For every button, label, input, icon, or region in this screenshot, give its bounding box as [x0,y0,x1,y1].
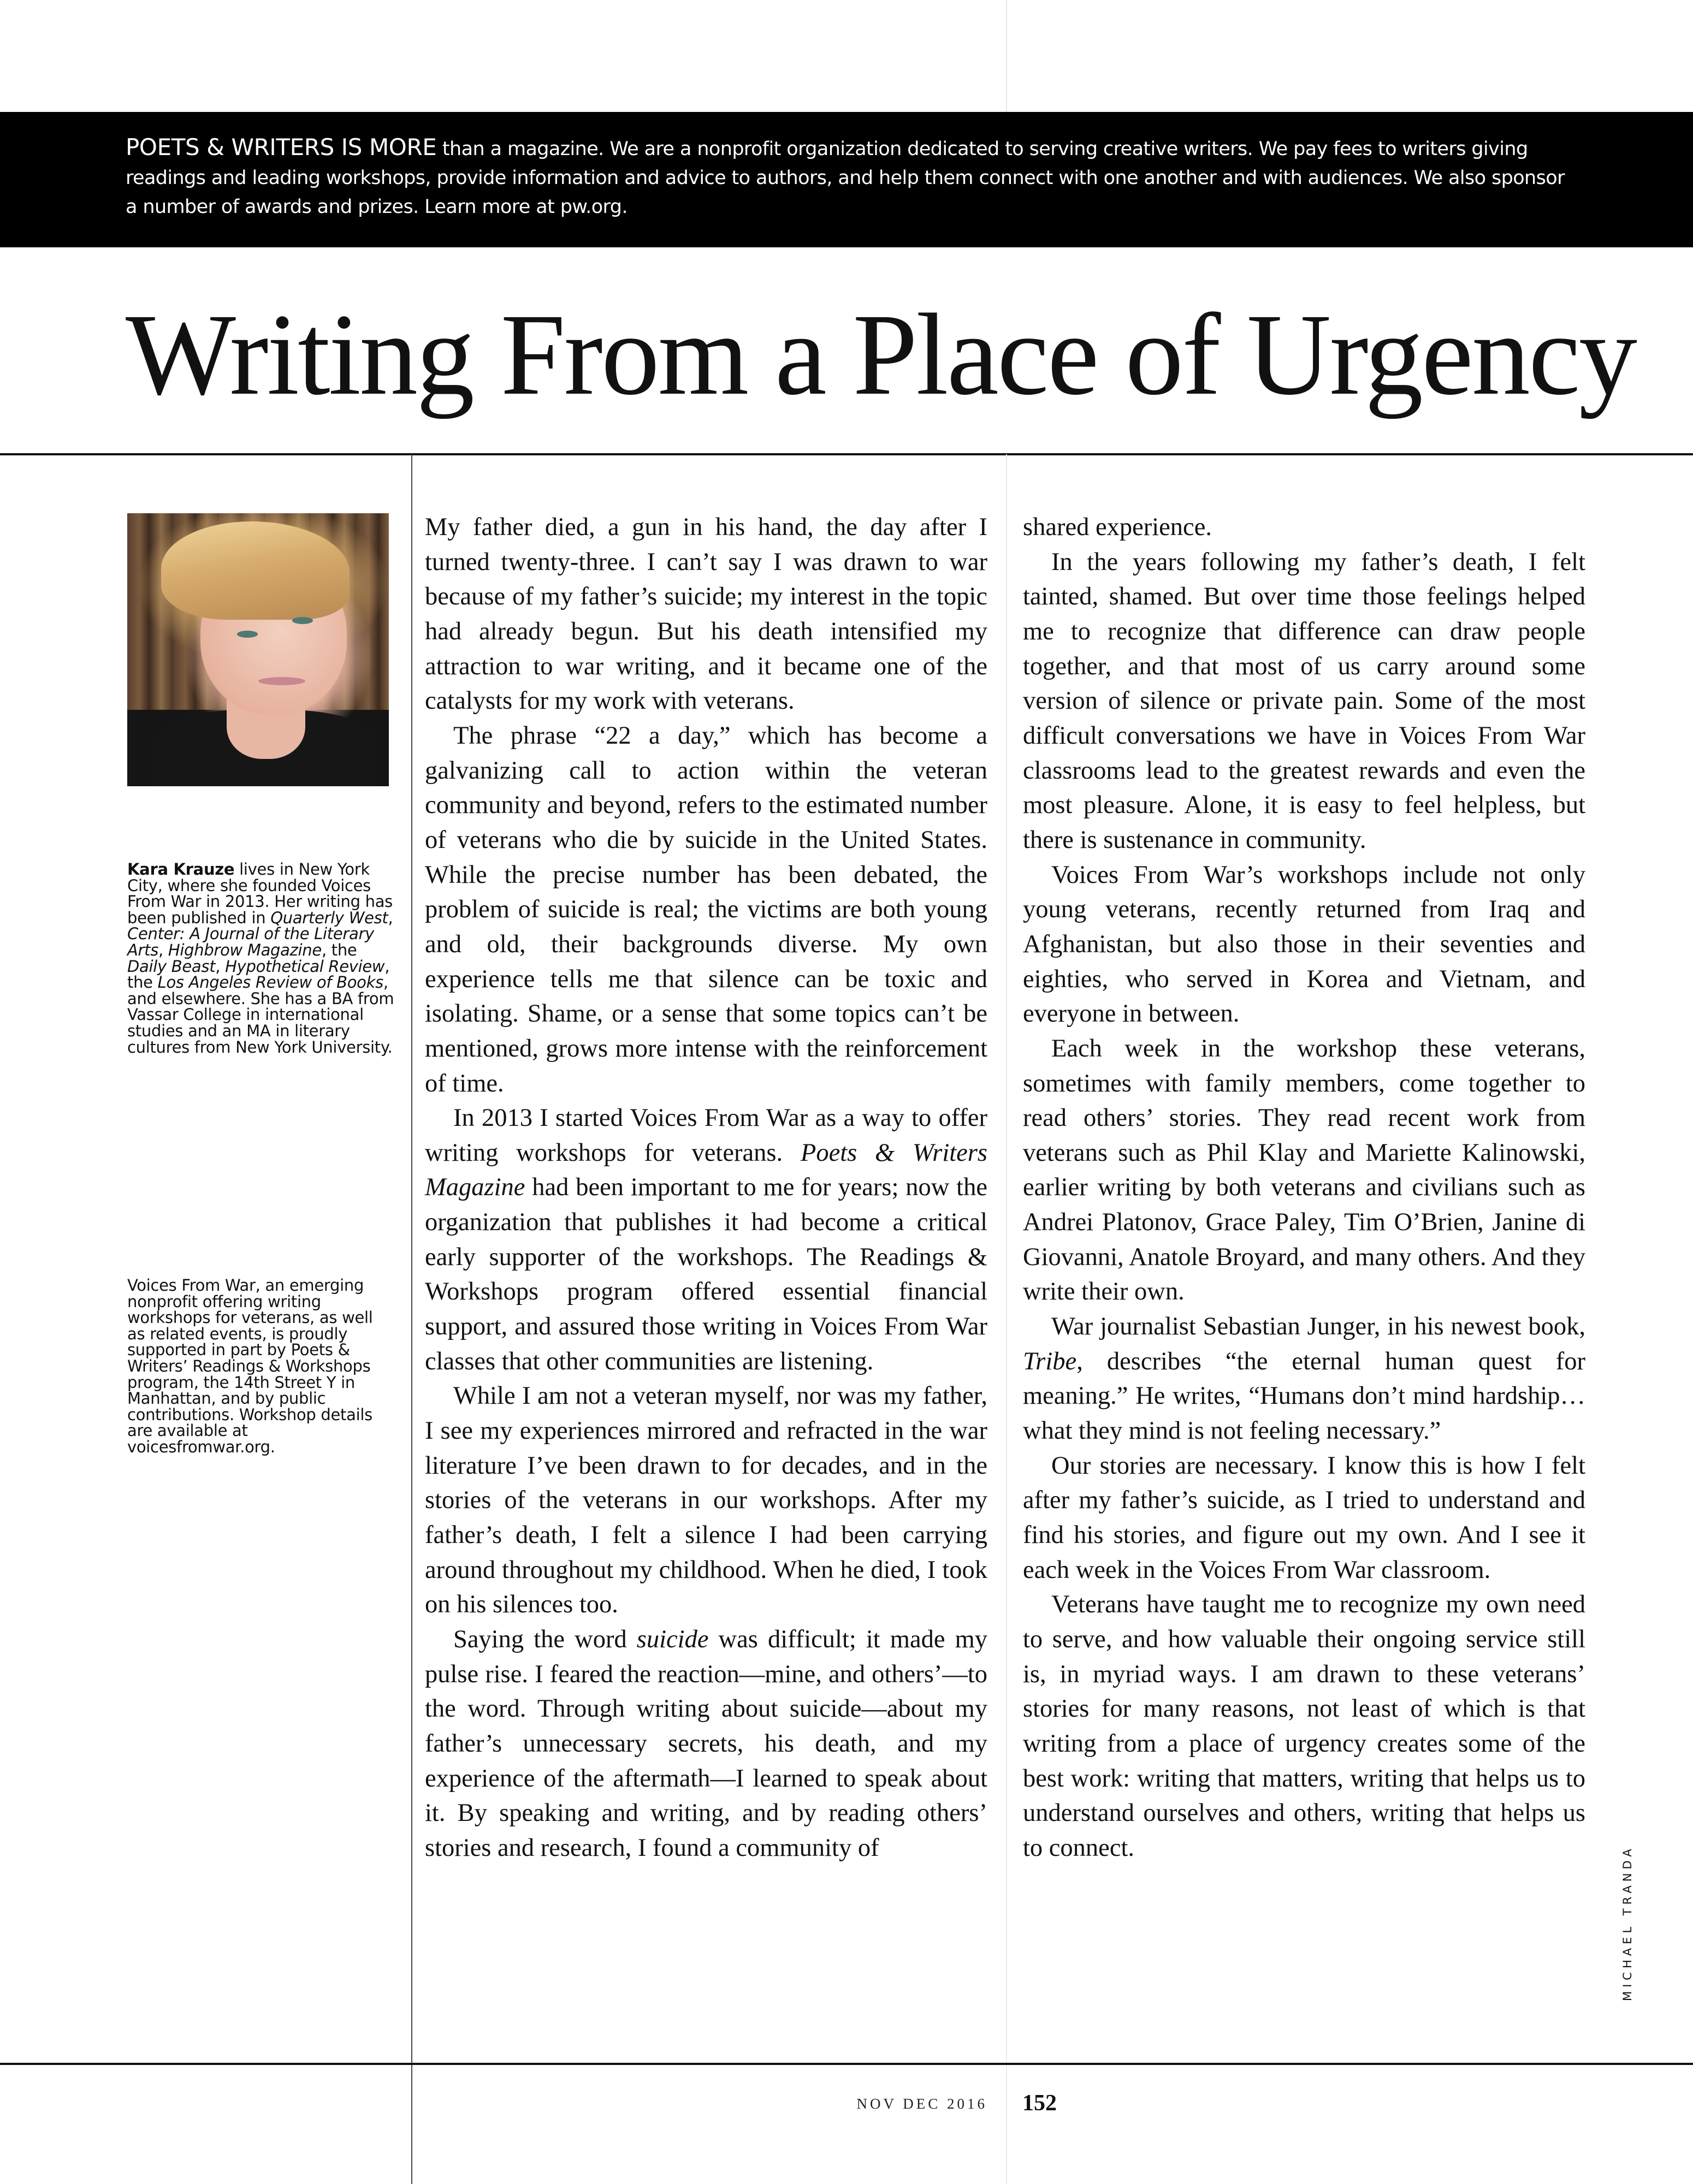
italic-title: Daily Beast [127,957,216,976]
text-run: While I am not a veteran myself, nor was my father, I see my experiences mirrored and refracted in the war literature I’ve been drawn to for decades, and in the stories of the veterans in our workshops. After my father’s death, I felt a silence I had been carrying around throughout my childhood. When he died, I took on his silences too. [425,1382,987,1619]
article-column-2 [1023,510,1585,1866]
photo-eye [292,617,313,624]
photo-eye [237,631,258,638]
italic-title: Center: A Journal of the Literary Arts [127,924,374,959]
article-paragraph [425,1101,987,1379]
text-run: , the [127,957,390,992]
text-run: Our stories are necessary. I know this is how I felt after my father’s suicide, as I tried to understand and find his stories, and figure out my own. And I see it each week in the Voices From War classroom. [1023,1451,1585,1584]
text-run: The phrase “22 a day,” which has become a galvanizing call to action within the veteran community and beyond, refers to the estimated number of veterans who die by suicide in the United States. While the precise number has been debated, the problem of suicide is real; the victims are both young and old, their backgrounds diverse. My own experience tells me that silence can be toxic and isolating. Shame, or a sense that some topics can’t be mentioned, grows more intense with the reinforcement of time. [425,721,987,1097]
italic-title: Highbrow Magazine [168,940,322,959]
article-paragraph [425,1379,987,1622]
article-paragraph [1023,510,1585,545]
article-paragraph [425,1622,987,1866]
page-gutter-guide [1006,0,1007,112]
article-paragraph [1023,1031,1585,1309]
italic-title: Hypothetical Review [225,957,385,976]
text-run: In 2013 I started Voices From War as a way to offer writing workshops for veterans. [425,1104,987,1167]
article-paragraph [1023,1587,1585,1865]
text-run: War journalist Sebastian Junger, in his newest book, [1051,1313,1585,1341]
organization-note: Voices From War, an emerging nonprofit offering writing workshops for veterans, as well as related events, is proudly supported in part by Poets & Writers’ Readings & Workshops program, the 14th Street Y in Manhattan, and by public contributions. Workshop details are available at voicesfromwar.org. [127,1276,373,1456]
italic-title: Quarterly West [270,908,388,927]
text-run: shared experience. [1023,513,1212,541]
banner-text [126,133,1567,222]
text-run: Voices From War’s workshops include not only young veterans, recently returned from Iraq and Afghanistan, but also those in their seventies and eighties, who served in Korea and Vietnam, and everyone in between. [1023,860,1585,1028]
author-name: Kara Krauze [127,860,235,879]
organization-banner [0,112,1693,247]
author-photo [127,513,389,786]
text-run: , [158,940,168,959]
text-run: lives in New York City, where she founded Voices From War in 2013. Her writing has been published in [127,860,393,927]
text-run: , [215,957,226,976]
footer-rule [0,2063,1693,2065]
article-paragraph [425,719,987,1101]
text-run: was difficult; it made my pulse rise. I feared the reaction—mine, and others’—to the word. Through writing about suicide—about my father’s unnecessary secrets, his death, and my experience of the aftermath—I learned to speak about it. By speaking and writing, and by reading others’ stories and research, I found a community of [425,1625,987,1862]
photo-hair [161,521,350,620]
text-run: My father died, a gun in his hand, the day after I turned twenty-three. I can’t say I was drawn to war because of my father’s suicide; my interest in the topic had already begun. But his death intensified my attraction to war writing, and it became one of the catalysts for my work with veterans. [425,513,987,715]
text-run: had been important to me for years; now the organization that publishes it had become a critical early supporter of the workshops. The Readings & Workshops program offered essential financial support, and assured those writing in Voices From War classes that other communities are listening. [425,1173,987,1375]
text-run: , describes “the eternal human quest for meaning.” He writes, “Humans don’t mind hardship…what they mind is not feeling necessary.” [1023,1347,1585,1445]
photo-credit: MICHAEL TRANDA [1621,1845,1634,2001]
italic-title: suicide [636,1625,709,1653]
article-paragraph [425,510,987,719]
article-paragraph [1023,858,1585,1031]
italic-title: Los Angeles Review of Books [157,973,383,992]
article-paragraph [1023,545,1585,858]
photo-mouth [258,677,305,685]
text-run: , and elsewhere. She has a BA from Vassar College in international studies and an MA in literary cultures from New York University. [127,973,394,1057]
article-paragraph [1023,1449,1585,1588]
banner-body: than a magazine. We are a nonprofit organization dedicated to serving creative writers. We pay fees to writers giving readings and leading workshops, provide information and advice to authors, and help them connect with one another and with audiences. We also sponsor a number of awards and prizes. Learn more at pw.org. [126,138,1565,218]
italic-title: Tribe [1023,1347,1077,1375]
issue-date: NOV DEC 2016 [856,2096,987,2112]
text-run: , [388,908,393,927]
article-paragraph [1023,1309,1585,1449]
text-run: In the years following my father’s death, I felt tainted, shamed. But over time those feelings helped me to recognize that difference can draw people together, and that most of us carry around some version of silence or private pain. Some of the most difficult conversations we have in Voices From War classrooms lead to the greatest rewards and even the most pleasure. Alone, it is easy to feel helpless, but there is sustenance in community. [1023,548,1585,854]
article-column-1 [425,510,987,1866]
author-bio [127,862,395,1055]
text-run: , the [321,940,357,959]
sidebar-divider [411,454,412,2184]
author-bio-text [127,860,394,1057]
article-headline: Writing From a Place of Urgency [126,290,1636,419]
column-gutter-guide [1006,454,1007,2184]
page-number: 152 [1022,2091,1057,2116]
header-rule [0,453,1693,455]
text-run: Saying the word [453,1625,637,1653]
banner-lead: POETS & WRITERS IS MORE [126,134,437,161]
text-run: Each week in the workshop these veterans, sometimes with family members, come together to read others’ stories. They read recent work from veterans such as Phil Klay and Mariette Kalinowski, earlier writing by both veterans and civilians such as Andrei Platonov, Grace Paley, Tim O’Brien, Janine di Giovanni, Anatole Broyard, and many others. And they write their own. [1023,1034,1585,1306]
text-run: Veterans have taught me to recognize my own need to serve, and how valuable their ongoing service still is, in myriad ways. I am drawn to these veterans’ stories for many reasons, not least of which is that writing from a place of urgency creates some of the best work: writing that matters, writing that helps us to understand ourselves and others, writing that helps us to connect. [1023,1590,1585,1862]
italic-title: Poets & Writers Magazine [425,1138,987,1202]
